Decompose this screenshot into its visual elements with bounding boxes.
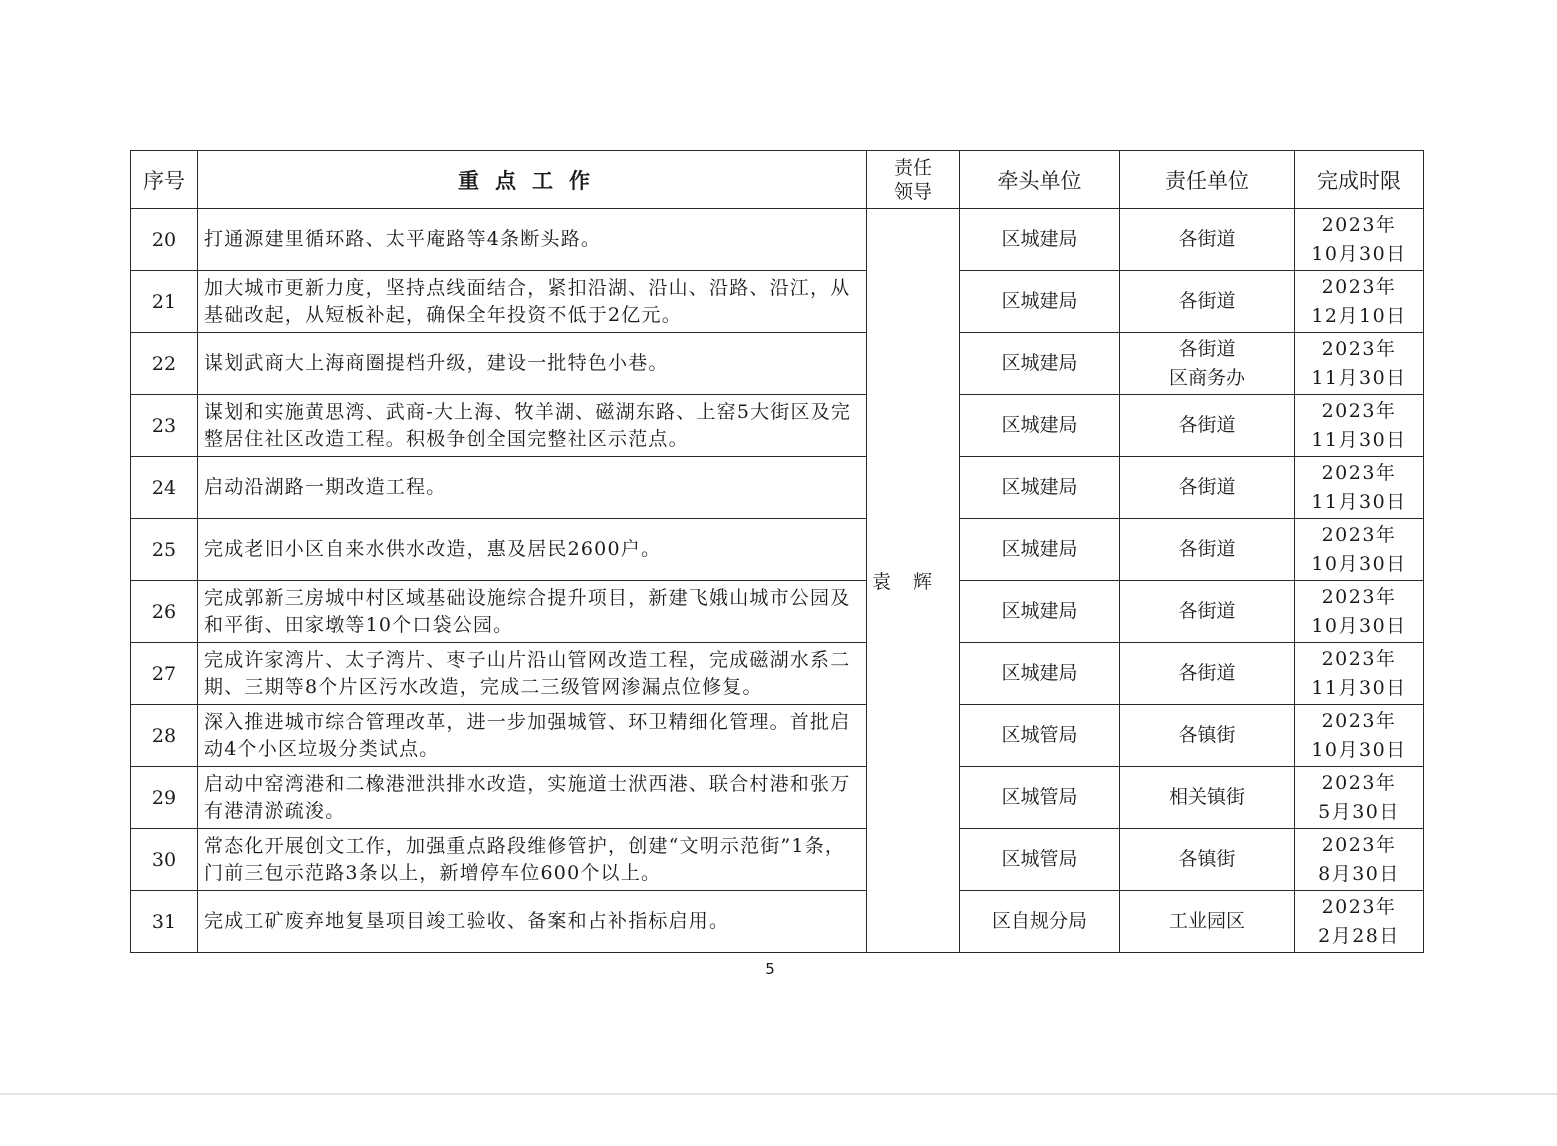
responsible-unit [1120,519,1295,581]
deadline-date: 10月30日 [1311,242,1407,265]
responsible-unit-line: 各街道 [1178,290,1236,312]
table-header-row [131,151,1424,209]
table-row [131,643,1424,705]
deadline-year: 2023年 [1321,647,1397,670]
deadline [1295,581,1424,643]
row-number: 24 [131,457,198,519]
work-item-text: 启动中窑湾港和二橡港泄洪排水改造，实施道士洑西港、联合村港和张万有港清淤疏浚。 [198,767,867,829]
responsible-unit [1120,581,1295,643]
deadline-year: 2023年 [1321,771,1397,794]
table-row [131,519,1424,581]
work-item-text: 加大城市更新力度，坚持点线面结合，紧扣沿湖、沿山、沿路、沿江，从基础改起，从短板补起，确保全年投资不低于2亿元。 [198,271,867,333]
lead-unit: 区城建局 [960,457,1120,519]
key-work-table [130,150,1424,953]
responsible-unit [1120,271,1295,333]
deadline-date: 11月30日 [1311,428,1407,451]
deadline-date: 11月30日 [1311,676,1407,699]
deadline [1295,643,1424,705]
responsible-unit [1120,891,1295,953]
deadline-date: 11月30日 [1311,366,1407,389]
work-item-text: 启动沿湖路一期改造工程。 [198,457,867,519]
table-row [131,271,1424,333]
deadline-date: 5月30日 [1318,800,1400,823]
responsible-unit-line: 各街道 [1178,228,1236,250]
deadline-date: 10月30日 [1311,614,1407,637]
table-row [131,891,1424,953]
table-body [131,209,1424,953]
table-row [131,767,1424,829]
responsible-unit [1120,767,1295,829]
header-leader [867,151,960,209]
table-row [131,829,1424,891]
responsible-unit [1120,333,1295,395]
row-number: 28 [131,705,198,767]
lead-unit: 区城建局 [960,519,1120,581]
deadline-year: 2023年 [1321,213,1397,236]
deadline-date: 8月30日 [1318,862,1400,885]
row-number: 31 [131,891,198,953]
work-item-text: 完成工矿废弃地复垦项目竣工验收、备案和占补指标启用。 [198,891,867,953]
responsible-unit-line: 各街道 [1178,538,1236,560]
deadline-date: 10月30日 [1311,738,1407,761]
responsible-unit [1120,643,1295,705]
row-number: 26 [131,581,198,643]
responsible-unit-line: 各镇街 [1178,724,1236,746]
table-row [131,209,1424,271]
row-number: 22 [131,333,198,395]
deadline [1295,333,1424,395]
row-number: 29 [131,767,198,829]
deadline [1295,767,1424,829]
deadline-year: 2023年 [1321,399,1397,422]
responsible-unit-line: 各街道 [1178,662,1236,684]
responsible-unit [1120,209,1295,271]
header-resp-unit: 责任单位 [1120,151,1295,209]
deadline-year: 2023年 [1321,585,1397,608]
table-row [131,333,1424,395]
deadline-year: 2023年 [1321,337,1397,360]
deadline-year: 2023年 [1321,275,1397,298]
row-number: 30 [131,829,198,891]
lead-unit: 区城管局 [960,829,1120,891]
deadline [1295,209,1424,271]
row-number: 25 [131,519,198,581]
deadline-year: 2023年 [1321,709,1397,732]
deadline-year: 2023年 [1321,895,1397,918]
work-item-text: 打通源建里循环路、太平庵路等4条断头路。 [198,209,867,271]
responsible-unit [1120,457,1295,519]
responsible-unit [1120,395,1295,457]
responsible-unit-line: 工业园区 [1168,910,1245,932]
lead-unit: 区城建局 [960,333,1120,395]
deadline-date: 12月10日 [1311,304,1407,327]
work-item-text: 完成郭新三房城中村区域基础设施综合提升项目，新建飞娥山城市公园及和平街、田家墩等10个口袋公园。 [198,581,867,643]
deadline [1295,519,1424,581]
responsible-unit-line: 区商务办 [1168,366,1245,389]
row-number: 27 [131,643,198,705]
deadline-date: 2月28日 [1318,924,1400,947]
responsible-unit-line: 相关镇街 [1168,786,1245,808]
lead-unit: 区城建局 [960,395,1120,457]
lead-unit: 区城建局 [960,643,1120,705]
deadline [1295,891,1424,953]
lead-unit: 区自规分局 [960,891,1120,953]
responsible-unit-line: 各街道 [1178,414,1236,436]
work-item-text: 完成许家湾片、太子湾片、枣子山片沿山管网改造工程，完成磁湖水系二期、三期等8个片区污水改造，完成二三级管网渗漏点位修复。 [198,643,867,705]
lead-unit: 区城建局 [960,581,1120,643]
deadline [1295,705,1424,767]
responsible-unit-line: 各街道 [1178,600,1236,622]
deadline [1295,457,1424,519]
deadline [1295,395,1424,457]
lead-unit: 区城管局 [960,705,1120,767]
responsible-unit [1120,705,1295,767]
work-item-text: 完成老旧小区自来水供水改造，惠及居民2600户。 [198,519,867,581]
header-deadline: 完成时限 [1295,151,1424,209]
deadline [1295,271,1424,333]
header-lead-unit: 牵头单位 [960,151,1120,209]
deadline-year: 2023年 [1321,523,1397,546]
lead-unit: 区城建局 [960,271,1120,333]
row-number: 20 [131,209,198,271]
work-item-text: 谋划武商大上海商圈提档升级，建设一批特色小巷。 [198,333,867,395]
responsible-unit-line: 各街道 [1178,337,1236,360]
lead-unit: 区城建局 [960,209,1120,271]
row-number: 21 [131,271,198,333]
responsible-unit [1120,829,1295,891]
page-number: 5 [765,960,775,978]
deadline-year: 2023年 [1321,461,1397,484]
work-item-text: 常态化开展创文工作，加强重点路段维修管护，创建“文明示范街”1条，门前三包示范路3条以上，新增停车位600个以上。 [198,829,867,891]
header-work: 重点工作 [198,151,867,209]
table-row [131,705,1424,767]
table-row [131,581,1424,643]
deadline-date: 11月30日 [1311,490,1407,513]
responsible-leader: 袁辉 [867,209,960,953]
header-leader-line1: 责任 [893,156,932,179]
responsible-unit-line: 各街道 [1178,476,1236,498]
table-row [131,395,1424,457]
responsible-unit-line: 各镇街 [1178,848,1236,870]
header-leader-line2: 领导 [893,180,932,203]
deadline-date: 10月30日 [1311,552,1407,575]
table-row [131,457,1424,519]
row-number: 23 [131,395,198,457]
lead-unit: 区城管局 [960,767,1120,829]
header-no: 序号 [131,151,198,209]
deadline [1295,829,1424,891]
work-item-text: 谋划和实施黄思湾、武商-大上海、牧羊湖、磁湖东路、上窑5大街区及完整居住社区改造工程。积极争创全国完整社区示范点。 [198,395,867,457]
deadline-year: 2023年 [1321,833,1397,856]
page-divider [0,1093,1557,1095]
work-item-text: 深入推进城市综合管理改革，进一步加强城管、环卫精细化管理。首批启动4个小区垃圾分类试点。 [198,705,867,767]
